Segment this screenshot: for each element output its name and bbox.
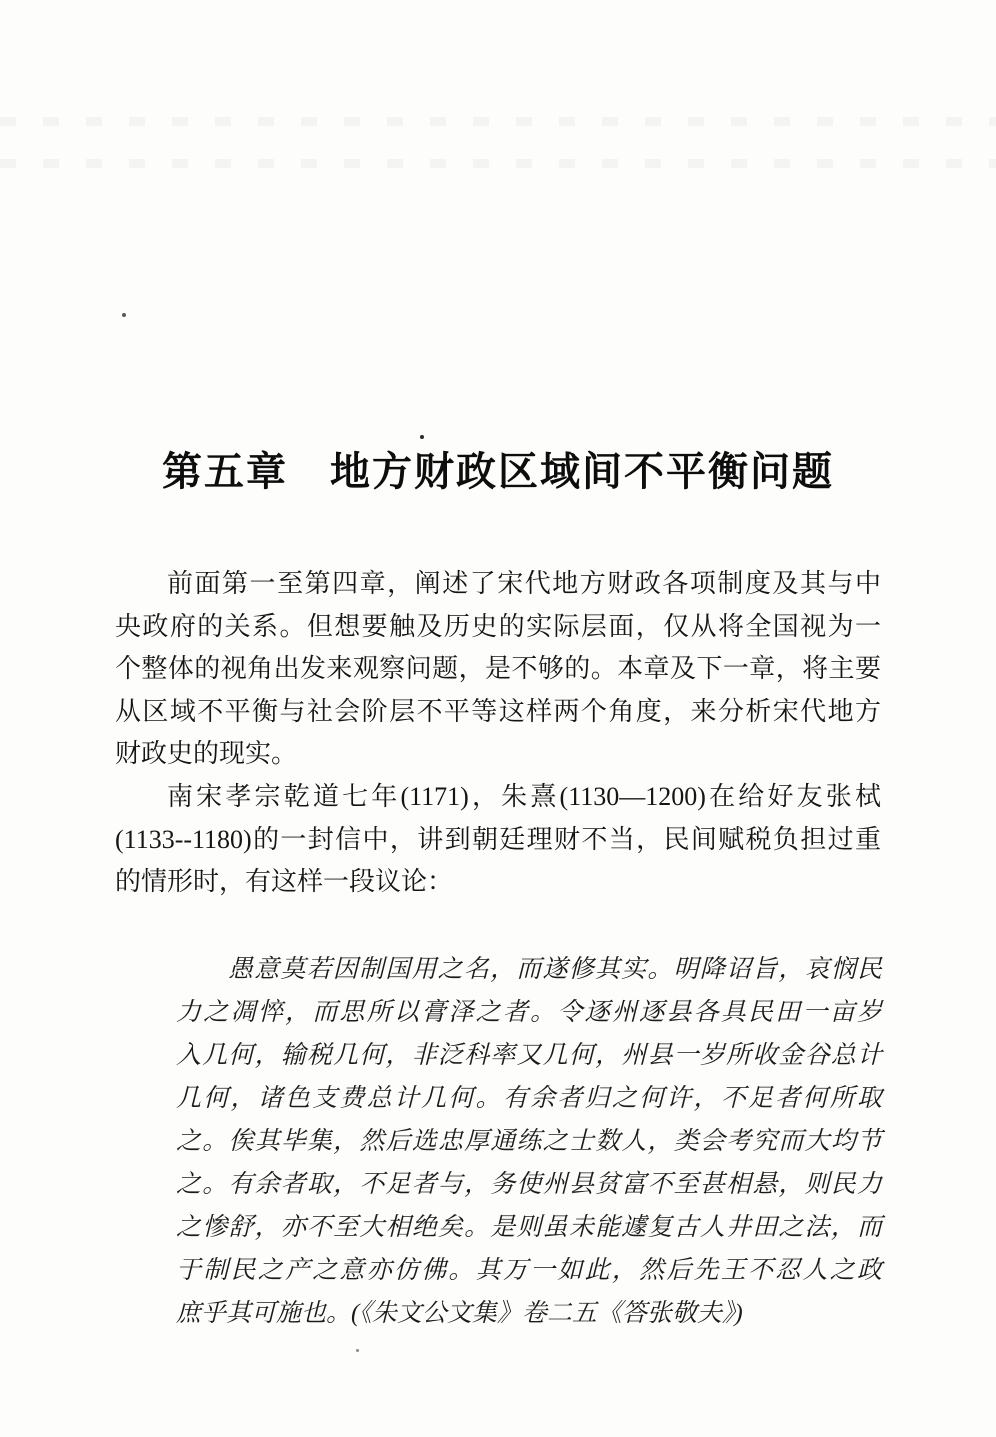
text-line: 央政府的关系。但想要触及历史的实际层面，仅从将全国视为一 [115,611,881,641]
text-line: 前面第一至第四章，阐述了宋代地方财政各项制度及其与中 [167,569,881,598]
paragraph-intro [115,563,881,776]
quote-line: 之。有余者取，不足者与，务使州县贫富不至甚相悬，则民力 [176,1171,882,1198]
text-line: 从区域不平衡与社会阶层不平等这样两个角度，来分析宋代地方 [115,696,881,726]
text-line: 南宋孝宗乾道七年(1171)，朱熹(1130—1200)在给好友张栻 [167,781,881,811]
quote-line: 之。俟其毕集，然后选忠厚通练之士数人，类会考究而大均节 [176,1128,882,1155]
text-line: 个整体的视角出发来观察问题，是不够的。本章及下一章，将主要 [115,654,881,684]
text-line: (1133--1180)的一封信中，讲到朝廷理财不当，民间赋税负担过重 [115,824,881,854]
quote-line: 几何，诸色支费总计几何。有余者归之何许，不足者何所取 [176,1085,882,1112]
scan-artifact-streak [0,159,996,168]
quote-line: 愚意莫若因制国用之名，而遂修其实。明降诏旨，哀悯民 [228,956,882,983]
quote-line: 之惨舒，亦不至大相绝矣。是则虽未能遽复古人井田之法，而 [176,1214,882,1241]
scan-speck [356,1349,359,1352]
quote-line-citation: 庶乎其可施也。(《朱文公文集》卷二五《答张敬夫》) [176,1300,743,1327]
text-line: 的情形时，有这样一段议论： [115,867,454,897]
quote-line: 力之凋悴，而思所以膏泽之者。令逐州逐县各具民田一亩岁 [176,999,882,1026]
scan-speck [122,313,126,317]
chapter-title: 第五章 地方财政区域间不平衡问题 [162,450,834,494]
body-text [115,563,881,904]
text-line: 财政史的现实。 [115,739,298,769]
scan-speck [420,435,424,439]
quote-line: 入几何，输税几何，非泛科率又几何，州县一岁所收金谷总计 [176,1042,882,1069]
paragraph-zhuxi-letter [115,776,881,904]
quote-line: 于制民之产之意亦仿佛。其万一如此，然后先王不忍人之政 [176,1257,882,1284]
block-quote [176,948,882,1335]
scan-artifact-streak [0,117,996,126]
